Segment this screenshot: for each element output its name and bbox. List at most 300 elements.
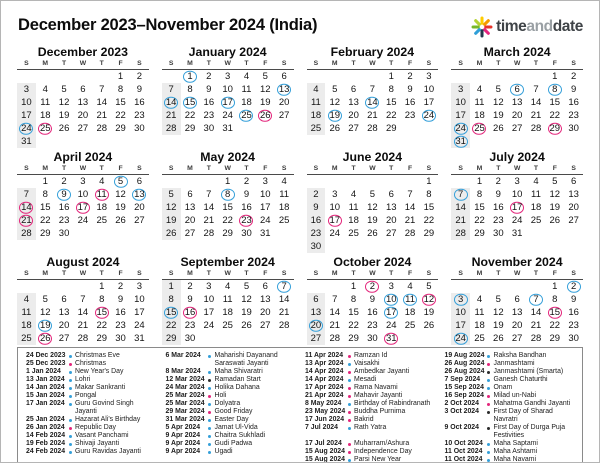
day-number: 18 bbox=[310, 110, 322, 121]
legend-dot bbox=[65, 368, 75, 374]
day-number: 7 bbox=[332, 294, 338, 305]
day-cell bbox=[218, 306, 237, 319]
day-cell bbox=[36, 227, 55, 240]
day-cell bbox=[344, 240, 363, 253]
day-number: 27 bbox=[348, 123, 359, 134]
legend-entry bbox=[26, 360, 156, 368]
week-row bbox=[451, 306, 583, 319]
day-cell bbox=[199, 280, 218, 293]
day-number: 23 bbox=[203, 110, 215, 121]
weekday-label: T bbox=[351, 60, 356, 67]
legend-dot-mark bbox=[487, 443, 490, 446]
day-cell bbox=[17, 175, 36, 188]
legend-dot bbox=[344, 424, 354, 430]
day-number: 3 bbox=[136, 281, 143, 292]
day-number: 7 bbox=[99, 84, 105, 95]
weekday-header-row bbox=[307, 60, 439, 70]
day-cell bbox=[92, 83, 111, 96]
day-cell bbox=[401, 70, 420, 83]
month-september-2024 bbox=[162, 255, 294, 345]
day-number: 16 bbox=[493, 202, 504, 213]
day-number: 27 bbox=[568, 215, 579, 226]
day-number: 8 bbox=[225, 189, 231, 200]
day-number: 4 bbox=[476, 294, 483, 305]
weekday-label: T bbox=[99, 270, 104, 277]
day-number: 8 bbox=[350, 294, 357, 305]
legend-entry bbox=[26, 448, 156, 456]
day-number: 22 bbox=[549, 320, 561, 331]
legend-dot bbox=[205, 424, 215, 430]
legend-holiday-name: Christmas Eve bbox=[75, 352, 120, 359]
weekday-label: W bbox=[79, 270, 87, 277]
legend-dot bbox=[65, 448, 75, 454]
weekday-label: T bbox=[533, 165, 539, 172]
weekday-label: T bbox=[206, 270, 211, 277]
week-row bbox=[307, 319, 439, 332]
day-number: 30 bbox=[203, 123, 215, 134]
day-cell bbox=[130, 83, 149, 96]
legend-holiday-name: Rath Yatra bbox=[354, 424, 387, 431]
day-number: 27 bbox=[278, 110, 290, 121]
day-number: 3 bbox=[458, 84, 464, 95]
day-cell bbox=[325, 306, 344, 319]
legend-dot bbox=[205, 384, 215, 390]
day-number: 19 bbox=[493, 110, 504, 121]
week-row bbox=[307, 240, 439, 253]
day-number: 19 bbox=[58, 110, 70, 121]
day-number: 28 bbox=[278, 320, 290, 331]
day-number: 19 bbox=[260, 97, 271, 108]
day-cell bbox=[451, 319, 470, 332]
day-number: 14 bbox=[278, 294, 290, 305]
legend-entry bbox=[26, 368, 156, 376]
legend-entry bbox=[305, 352, 435, 360]
day-cell bbox=[489, 214, 508, 227]
day-number: 15 bbox=[474, 202, 485, 213]
day-number: 19 bbox=[549, 202, 561, 213]
day-number: 10 bbox=[260, 189, 271, 200]
day-number: 16 bbox=[203, 97, 215, 108]
legend-holiday-name: Good Friday bbox=[214, 408, 253, 415]
day-number: 17 bbox=[423, 97, 435, 108]
day-number: 9 bbox=[206, 84, 212, 95]
legend-dot bbox=[484, 456, 494, 462]
day-number: 2 bbox=[243, 176, 250, 187]
day-cell bbox=[307, 227, 326, 240]
day-cell bbox=[545, 201, 564, 214]
day-number: 3 bbox=[206, 281, 212, 292]
day-number: 8 bbox=[426, 189, 432, 200]
day-cell bbox=[451, 175, 470, 188]
day-cell bbox=[73, 214, 92, 227]
day-cell bbox=[218, 332, 237, 345]
legend-entry bbox=[305, 448, 435, 456]
day-number: 26 bbox=[260, 110, 271, 121]
day-cell bbox=[401, 214, 420, 227]
day-cell bbox=[382, 188, 401, 201]
day-number: 13 bbox=[310, 307, 322, 318]
legend-holiday-name: Maha Ashtami bbox=[493, 448, 538, 455]
day-cell bbox=[111, 306, 130, 319]
logo-word-time: time bbox=[496, 18, 527, 35]
day-cell bbox=[344, 201, 363, 214]
day-cell bbox=[36, 188, 55, 201]
day-cell bbox=[36, 214, 55, 227]
day-cell bbox=[162, 332, 181, 345]
day-number: 20 bbox=[134, 202, 145, 213]
weekday-label: F bbox=[118, 165, 123, 172]
day-cell bbox=[162, 188, 181, 201]
day-number: 1 bbox=[350, 281, 357, 292]
day-cell bbox=[237, 70, 256, 83]
day-number: 23 bbox=[493, 215, 504, 226]
legend-dot bbox=[65, 416, 75, 422]
weekday-label: S bbox=[571, 60, 576, 67]
day-number: 30 bbox=[568, 333, 579, 344]
day-number: 20 bbox=[278, 97, 290, 108]
legend-dot bbox=[484, 424, 494, 430]
day-cell bbox=[55, 96, 74, 109]
day-number: 18 bbox=[348, 215, 359, 226]
day-cell bbox=[218, 214, 237, 227]
day-number: 11 bbox=[310, 97, 321, 108]
day-number: 11 bbox=[96, 189, 107, 200]
weekday-label: T bbox=[244, 60, 249, 67]
legend-entry bbox=[305, 368, 435, 376]
day-number: 30 bbox=[134, 123, 145, 134]
legend-holiday-name: Holi bbox=[214, 392, 227, 399]
day-number: 18 bbox=[96, 202, 108, 213]
day-cell bbox=[111, 319, 130, 332]
day-cell bbox=[325, 319, 344, 332]
day-number: 1 bbox=[552, 71, 558, 82]
weekday-label: W bbox=[513, 270, 521, 277]
week-row bbox=[307, 109, 439, 122]
day-number: 29 bbox=[222, 228, 233, 239]
weekday-label: S bbox=[426, 165, 432, 172]
day-number: 2 bbox=[570, 71, 577, 82]
month-title: June 2024 bbox=[342, 150, 403, 164]
week-row bbox=[17, 201, 149, 214]
weekday-label: T bbox=[206, 165, 211, 172]
day-number: 27 bbox=[184, 228, 196, 239]
day-cell bbox=[344, 293, 363, 306]
timeanddate-logo[interactable] bbox=[470, 15, 583, 39]
legend-dot bbox=[484, 360, 494, 366]
day-cell bbox=[256, 280, 275, 293]
week-row bbox=[162, 280, 294, 293]
day-cell bbox=[363, 280, 382, 293]
day-cell bbox=[325, 109, 344, 122]
month-title: July 2024 bbox=[489, 150, 545, 164]
day-number: 2 bbox=[117, 281, 124, 292]
day-cell bbox=[275, 293, 294, 306]
day-number: 15 bbox=[385, 97, 397, 108]
day-cell bbox=[545, 306, 564, 319]
legend-dot-mark bbox=[487, 451, 490, 454]
day-cell bbox=[237, 83, 256, 96]
day-cell bbox=[17, 280, 36, 293]
day-cell bbox=[92, 227, 111, 240]
day-number: 21 bbox=[455, 215, 466, 226]
weekday-label: S bbox=[137, 60, 142, 67]
day-cell bbox=[55, 214, 74, 227]
day-number: 22 bbox=[222, 215, 233, 226]
day-cell bbox=[419, 240, 438, 253]
day-number: 12 bbox=[260, 84, 271, 95]
week-row bbox=[307, 70, 439, 83]
day-number: 28 bbox=[77, 333, 89, 344]
day-cell bbox=[55, 70, 74, 83]
day-number: 7 bbox=[281, 281, 287, 292]
day-number: 30 bbox=[493, 228, 504, 239]
day-number: 21 bbox=[367, 110, 378, 121]
day-number: 5 bbox=[42, 294, 48, 305]
legend-date: 8 Mar 2024 bbox=[165, 368, 201, 375]
day-cell bbox=[489, 188, 508, 201]
day-number: 13 bbox=[568, 189, 579, 200]
day-cell bbox=[307, 280, 326, 293]
day-number: 1 bbox=[117, 71, 124, 82]
day-cell bbox=[275, 201, 294, 214]
day-number: 8 bbox=[99, 294, 105, 305]
day-cell bbox=[470, 175, 489, 188]
day-cell bbox=[382, 306, 401, 319]
day-cell bbox=[545, 70, 564, 83]
day-cell bbox=[489, 122, 508, 135]
week-row bbox=[162, 319, 294, 332]
day-cell bbox=[344, 122, 363, 135]
day-number: 29 bbox=[184, 123, 196, 134]
week-row bbox=[162, 188, 294, 201]
week-row bbox=[162, 306, 294, 319]
day-number: 4 bbox=[243, 71, 250, 82]
day-number: 2 bbox=[570, 281, 577, 292]
legend-dot bbox=[205, 376, 215, 382]
day-number: 4 bbox=[350, 189, 357, 200]
day-cell bbox=[508, 135, 527, 148]
legend-date: 14 Apr 2024 bbox=[305, 376, 344, 383]
day-cell bbox=[363, 214, 382, 227]
legend-date: 1 Jan 2024 bbox=[26, 368, 61, 375]
day-cell bbox=[181, 293, 200, 306]
day-cell bbox=[17, 109, 36, 122]
legend-dot bbox=[484, 384, 494, 390]
day-cell bbox=[73, 227, 92, 240]
weekday-label: F bbox=[118, 270, 123, 277]
weekday-label: W bbox=[369, 270, 376, 277]
day-number: 22 bbox=[184, 110, 196, 121]
day-cell bbox=[162, 201, 181, 214]
day-cell bbox=[181, 201, 200, 214]
day-cell bbox=[545, 280, 564, 293]
day-number: 16 bbox=[58, 202, 70, 213]
day-cell bbox=[564, 188, 583, 201]
day-cell bbox=[218, 280, 237, 293]
day-number: 16 bbox=[310, 215, 322, 226]
day-cell bbox=[470, 227, 489, 240]
day-cell bbox=[419, 109, 438, 122]
legend-holiday-name: Makar Sankranti bbox=[75, 384, 126, 391]
month-title: August 2024 bbox=[46, 255, 120, 269]
day-number: 10 bbox=[455, 307, 466, 318]
legend-dot bbox=[484, 368, 494, 374]
day-cell bbox=[36, 135, 55, 148]
day-number: 27 bbox=[511, 123, 523, 134]
day-number: 13 bbox=[511, 307, 523, 318]
day-number: 12 bbox=[549, 189, 561, 200]
day-number: 22 bbox=[165, 320, 177, 331]
day-number: 13 bbox=[184, 202, 196, 213]
day-cell bbox=[325, 188, 344, 201]
legend-dot-mark bbox=[208, 371, 211, 374]
day-cell bbox=[237, 306, 256, 319]
weekday-header-row bbox=[451, 165, 583, 175]
day-number: 1 bbox=[187, 71, 193, 82]
weekday-label: T bbox=[496, 270, 501, 277]
day-cell bbox=[73, 332, 92, 345]
weekday-label: S bbox=[281, 165, 287, 172]
day-cell bbox=[470, 188, 489, 201]
day-cell bbox=[307, 306, 326, 319]
day-number: 20 bbox=[348, 110, 359, 121]
day-cell bbox=[564, 109, 583, 122]
day-cell bbox=[55, 227, 74, 240]
legend-holiday-name: Guru Govind Singh Jayanti bbox=[75, 400, 134, 415]
week-row bbox=[451, 70, 583, 83]
day-cell bbox=[162, 319, 181, 332]
legend-holiday-name: Shivaji Jayanti bbox=[75, 440, 120, 447]
day-cell bbox=[564, 70, 583, 83]
day-cell bbox=[363, 306, 382, 319]
day-number: 11 bbox=[405, 294, 415, 305]
legend-dot bbox=[484, 448, 494, 454]
day-number: 24 bbox=[511, 215, 523, 226]
day-number: 20 bbox=[184, 215, 196, 226]
day-number: 9 bbox=[369, 294, 376, 305]
day-number: 26 bbox=[58, 123, 70, 134]
day-number: 6 bbox=[350, 84, 357, 95]
day-number: 31 bbox=[134, 333, 145, 344]
day-cell bbox=[162, 96, 181, 109]
legend-entry bbox=[305, 416, 435, 424]
day-number: 15 bbox=[184, 97, 196, 108]
legend-dot bbox=[205, 352, 215, 358]
day-cell bbox=[55, 175, 74, 188]
day-cell bbox=[325, 201, 344, 214]
day-cell bbox=[508, 83, 527, 96]
legend-date: 24 Feb 2024 bbox=[26, 448, 66, 455]
day-cell bbox=[451, 96, 470, 109]
legend-dot bbox=[344, 456, 354, 462]
day-number: 24 bbox=[455, 333, 466, 344]
day-cell bbox=[527, 70, 546, 83]
day-number: 8 bbox=[42, 189, 48, 200]
day-number: 1 bbox=[426, 176, 432, 187]
day-cell bbox=[363, 188, 382, 201]
week-row bbox=[307, 293, 439, 306]
day-number: 24 bbox=[222, 110, 233, 121]
legend-date: 31 Mar 2024 bbox=[165, 416, 205, 423]
day-number: 31 bbox=[511, 228, 523, 239]
week-row bbox=[17, 293, 149, 306]
day-cell bbox=[199, 175, 218, 188]
legend-date: 26 Aug 2024 bbox=[444, 368, 485, 375]
day-number: 8 bbox=[187, 84, 193, 95]
day-cell bbox=[36, 109, 55, 122]
week-row bbox=[17, 306, 149, 319]
day-number: 6 bbox=[514, 84, 520, 95]
day-number: 7 bbox=[369, 84, 376, 95]
month-december-2023 bbox=[17, 45, 149, 148]
page-title: December 2023–November 2024 (India) bbox=[18, 16, 318, 34]
day-number: 26 bbox=[493, 123, 504, 134]
legend-holiday-name: Ramadan Start bbox=[214, 376, 261, 383]
legend-dot-mark bbox=[208, 427, 211, 430]
day-cell bbox=[527, 83, 546, 96]
day-cell bbox=[307, 83, 326, 96]
day-number: 9 bbox=[187, 294, 193, 305]
day-number: 17 bbox=[260, 202, 271, 213]
day-number: 8 bbox=[476, 189, 483, 200]
weekday-header-row bbox=[162, 60, 294, 70]
weekday-header-row bbox=[307, 165, 439, 175]
day-number: 6 bbox=[80, 84, 86, 95]
day-cell bbox=[256, 96, 275, 109]
day-cell bbox=[181, 109, 200, 122]
day-cell bbox=[489, 70, 508, 83]
day-number: 12 bbox=[115, 189, 126, 200]
legend-dot bbox=[205, 416, 215, 422]
legend-dot-mark bbox=[348, 411, 351, 414]
legend-entry bbox=[166, 376, 296, 384]
day-cell bbox=[307, 201, 326, 214]
legend-holiday-name: Mahavir Jayanti bbox=[354, 392, 403, 399]
weekday-label: S bbox=[281, 270, 287, 277]
day-cell bbox=[55, 122, 74, 135]
day-number: 4 bbox=[225, 281, 231, 292]
day-number: 10 bbox=[77, 189, 89, 200]
day-cell bbox=[199, 319, 218, 332]
legend-holiday-name: Ambedkar Jayanti bbox=[354, 368, 410, 375]
legend-entry bbox=[445, 360, 575, 368]
day-number: 23 bbox=[568, 110, 579, 121]
day-number: 30 bbox=[568, 123, 579, 134]
day-number: 22 bbox=[474, 215, 485, 226]
day-cell bbox=[73, 96, 92, 109]
day-cell bbox=[489, 293, 508, 306]
day-cell bbox=[419, 201, 438, 214]
day-cell bbox=[527, 332, 546, 345]
day-cell bbox=[401, 175, 420, 188]
week-row bbox=[307, 83, 439, 96]
legend-date: 5 Apr 2024 bbox=[165, 424, 201, 431]
month-title: January 2024 bbox=[188, 45, 267, 59]
day-cell bbox=[382, 214, 401, 227]
day-number: 28 bbox=[329, 333, 341, 344]
day-number: 11 bbox=[531, 189, 541, 200]
week-row bbox=[17, 214, 149, 227]
day-number: 31 bbox=[260, 228, 271, 239]
legend-date: 15 Sep 2024 bbox=[444, 384, 484, 391]
day-number: 3 bbox=[332, 189, 338, 200]
day-number: 18 bbox=[530, 202, 542, 213]
day-cell bbox=[73, 70, 92, 83]
day-number: 23 bbox=[367, 320, 378, 331]
day-number: 19 bbox=[115, 202, 126, 213]
day-cell bbox=[325, 293, 344, 306]
week-row bbox=[17, 122, 149, 135]
